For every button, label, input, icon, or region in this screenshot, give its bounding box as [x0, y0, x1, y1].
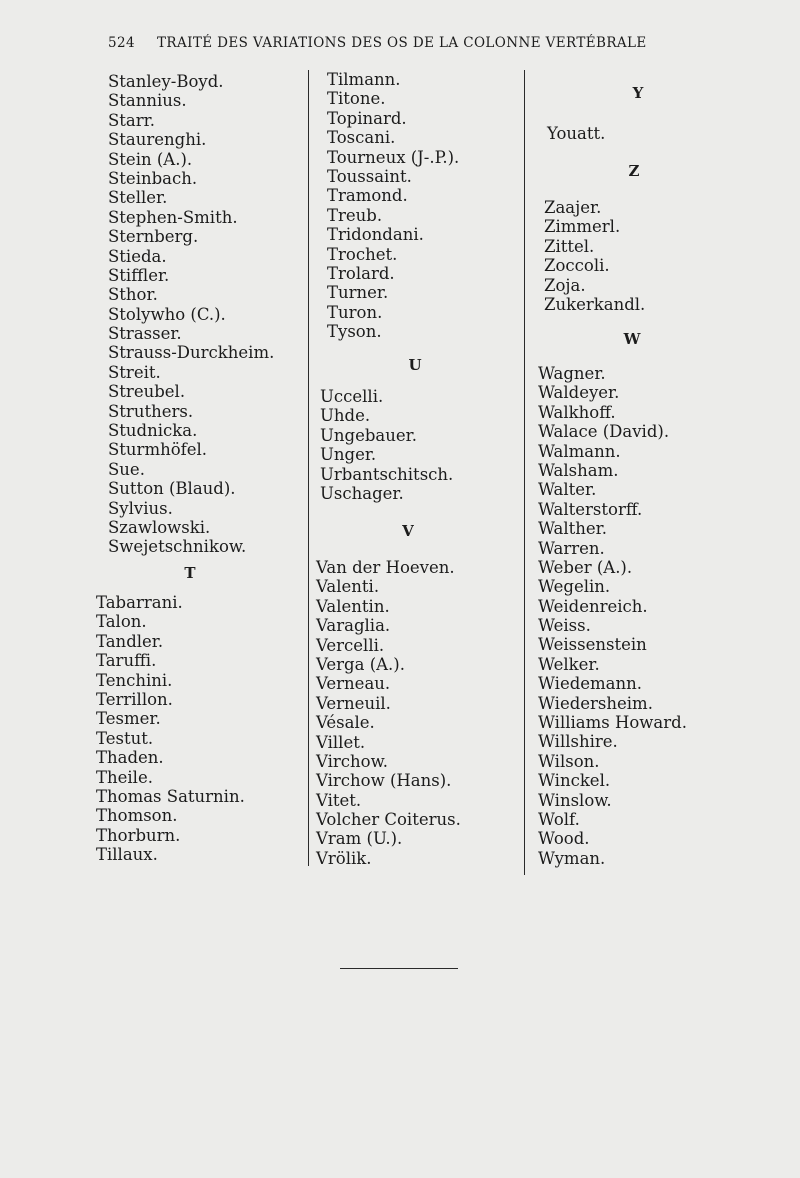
index-entry: Tilmann. [327, 70, 401, 89]
column-divider-1 [308, 70, 309, 866]
index-entry: Tridondani. [327, 225, 424, 245]
index-entry: Van der Hoeven. [316, 558, 455, 577]
index-entry: Toscani. [327, 128, 396, 148]
index-entry: Weiss. [538, 616, 591, 636]
index-entry: Wyman. [538, 848, 606, 868]
index-entry: Villet. [316, 732, 366, 752]
index-entry: Studnicka. [108, 421, 198, 441]
index-entry: Willshire. [538, 732, 618, 752]
index-entry: Topinard. [327, 108, 407, 128]
index-entry: Sutton (Blaud). [108, 479, 236, 499]
index-entry: Terrillon. [96, 689, 173, 709]
page-number: 524 [108, 35, 135, 51]
index-entry: Taruffi. [96, 651, 157, 671]
index-entry: Verneau. [316, 674, 391, 694]
index-entry: Vrölik. [316, 848, 372, 868]
index-entry: Walther. [538, 519, 607, 539]
index-entry: Zimmerl. [544, 217, 621, 237]
index-entry: Urbantschitsch. [320, 464, 454, 484]
column-3-y-entries [547, 124, 605, 143]
index-entry: Staurenghi. [108, 130, 207, 150]
index-entry: Thomas Saturnin. [96, 786, 245, 806]
index-entry: Wiedemann. [538, 674, 643, 694]
index-entry: Verga (A.). [316, 654, 405, 674]
index-entry: Vercelli. [316, 635, 385, 655]
index-entry: Weber (A.). [538, 557, 633, 577]
index-entry: Walmann. [538, 441, 621, 461]
index-entry: Szawlowski. [108, 517, 211, 537]
index-entry: Youatt. [547, 124, 606, 143]
index-entry: Turner. [327, 283, 389, 303]
column-1-t-entries [96, 593, 245, 864]
section-letter-y: Y [632, 84, 644, 102]
index-entry: Sylvius. [108, 498, 173, 518]
index-entry: Williams Howard. [538, 713, 687, 733]
index-entry: Walsham. [538, 460, 619, 480]
index-entry: Wilson. [538, 751, 600, 771]
index-entry: Starr. [108, 110, 155, 130]
column-1-s-entries [108, 72, 274, 557]
index-entry: Ungebauer. [320, 425, 417, 445]
index-entry: Walace (David). [538, 422, 670, 442]
index-entry: Steller. [108, 188, 168, 208]
column-3-w-entries [538, 364, 687, 868]
index-entry: Walter. [538, 480, 597, 500]
index-entry: Stein (A.). [108, 149, 193, 169]
index-entry: Stannius. [108, 91, 187, 111]
index-entry: Walterstorff. [538, 499, 643, 519]
index-entry: Theile. [96, 767, 153, 787]
index-entry: Thorburn. [96, 825, 181, 845]
column-2-v-entries [316, 558, 461, 868]
index-entry: Streit. [108, 362, 161, 382]
index-entry: Winslow. [538, 790, 612, 810]
index-entry: Weissenstein [538, 635, 647, 655]
index-entry: Zaajer. [544, 198, 602, 217]
index-entry: Uschager. [320, 483, 404, 503]
section-letter-v: V [402, 522, 414, 540]
index-entry: Welker. [538, 654, 600, 674]
index-entry: Thaden. [96, 748, 164, 768]
index-entry: Zoccoli. [544, 256, 610, 276]
index-entry: Sturmhöfel. [108, 440, 208, 460]
index-entry: Valenti. [316, 577, 380, 597]
index-entry: Weidenreich. [538, 596, 648, 616]
index-entry: Vésale. [316, 713, 375, 733]
index-entry: Thomson. [96, 806, 178, 826]
index-entry: Titone. [327, 89, 386, 109]
index-entry: Valentin. [316, 596, 390, 616]
index-entry: Tesmer. [96, 709, 161, 729]
index-entry: Tourneux (J-.P.). [327, 147, 460, 167]
column-divider-2 [524, 70, 525, 875]
index-entry: Winckel. [538, 771, 611, 791]
index-entry: Wolf. [538, 809, 580, 829]
index-entry: Sthor. [108, 285, 158, 305]
index-entry: Uccelli. [320, 387, 384, 406]
index-entry: Testut. [96, 728, 154, 748]
index-entry: Trochet. [327, 244, 398, 264]
index-entry: Streubel. [108, 382, 186, 402]
column-3-z-entries [544, 198, 645, 314]
index-entry: Strasser. [108, 324, 182, 344]
index-entry: Waldeyer. [538, 383, 620, 403]
index-entry: Zukerkandl. [544, 294, 646, 314]
index-entry: Volcher Coiterus. [316, 810, 461, 830]
index-entry: Virchow (Hans). [316, 771, 452, 791]
index-entry: Treub. [327, 205, 383, 225]
index-entry: Tenchini. [96, 670, 173, 690]
index-entry: Stiffler. [108, 265, 170, 285]
column-2-t-entries [327, 70, 459, 341]
index-entry: Stieda. [108, 246, 167, 266]
index-entry: Swejetschnikow. [108, 537, 247, 557]
section-letter-w: W [623, 330, 641, 348]
index-entry: Turon. [327, 302, 383, 322]
index-entry: Zittel. [544, 236, 595, 256]
index-entry: Tabarrani. [96, 593, 183, 612]
index-entry: Sternberg. [108, 227, 199, 247]
section-letter-u: U [408, 356, 422, 374]
index-entry: Struthers. [108, 401, 194, 421]
index-entry: Verneuil. [316, 693, 391, 713]
index-entry: Wagner. [538, 364, 606, 383]
section-letter-z: Z [628, 162, 640, 180]
index-entry: Wegelin. [538, 577, 611, 597]
index-entry: Walkhoff. [538, 402, 616, 422]
index-entry: Tillaux. [96, 845, 158, 865]
index-entry: Talon. [96, 612, 147, 632]
running-header [108, 35, 688, 51]
index-entry: Zoja. [544, 275, 586, 295]
section-letter-t: T [184, 564, 196, 582]
index-entry: Stolywho (C.). [108, 304, 226, 324]
index-entry: Stephen-Smith. [108, 207, 238, 227]
index-entry: Stanley-Boyd. [108, 72, 224, 91]
column-2-u-entries [320, 387, 453, 503]
index-entry: Virchow. [316, 751, 389, 771]
index-entry: Vitet. [316, 790, 362, 810]
index-entry: Strauss-Durckheim. [108, 343, 275, 363]
index-entry: Wood. [538, 829, 590, 849]
index-entry: Unger. [320, 445, 377, 465]
index-entry: Varaglia. [316, 616, 391, 636]
index-entry: Trolard. [327, 263, 395, 283]
running-title: TRAITÉ DES VARIATIONS DES OS DE LA COLONNE VERTÉBRALE [156, 35, 647, 51]
end-rule [340, 968, 458, 969]
index-entry: Toussaint. [327, 166, 412, 186]
index-entry: Tandler. [96, 631, 164, 651]
index-entry: Steinbach. [108, 168, 198, 188]
index-entry: Wiedersheim. [538, 693, 653, 713]
index-entry: Tyson. [327, 322, 382, 342]
index-entry: Warren. [538, 538, 605, 558]
index-entry: Sue. [108, 459, 145, 479]
index-entry: Vram (U.). [316, 829, 403, 849]
index-entry: Uhde. [320, 406, 371, 426]
index-entry: Tramond. [327, 186, 408, 206]
